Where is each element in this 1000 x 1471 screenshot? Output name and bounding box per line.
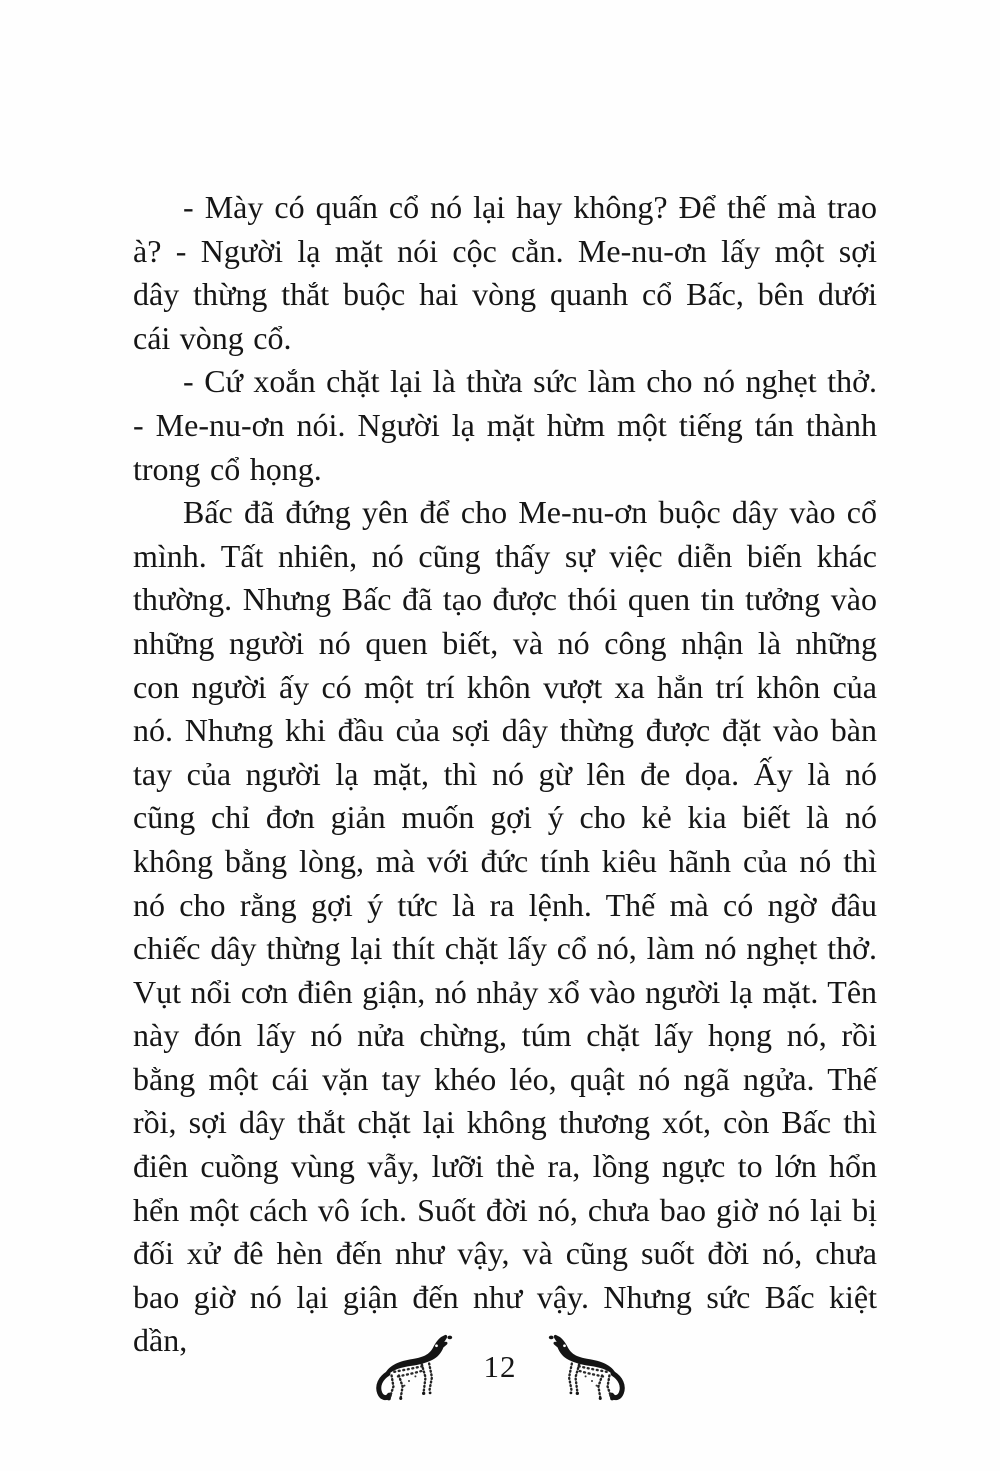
- paragraph-dialogue-2: - Cứ xoắn chặt lại là thừa sức làm cho nó nghẹt thở. - Me-nu-ơn nói. Người lạ mặt hừm một tiếng tán thành trong cổ họng.: [133, 363, 877, 487]
- husky-dog-right-icon: [537, 1332, 625, 1408]
- husky-dog-left-icon: [376, 1332, 464, 1408]
- paragraph-narrative: Bấc đã đứng yên để cho Me-nu-ơn buộc dây vào cổ mình. Tất nhiên, nó cũng thấy sự việc diễn biến khác thường. Nhưng Bấc đã tạo được thói quen tin tưởng vào những người nó quen biết, và nó công nhận là những con người ấy có một trí khôn vượt xa hẳn trí khôn của nó. Nhưng khi đầu của sợi dây thừng được đặt vào bàn tay của người lạ mặt, thì nó gừ lên đe dọa. Ấy là nó cũng chỉ đơn giản muốn gợi ý cho kẻ kia biết là nó không bằng lòng, mà với đức tính kiêu hãnh của nó thì nó cho rằng gợi ý tức là ra lệnh. Thế mà có ngờ đâu chiếc dây thừng lại thít chặt lấy cổ nó, làm nó nghẹt thở. Vụt nổi cơn điên giận, nó nhảy xổ vào người lạ mặt. Tên này đón lấy nó nửa chừng, túm chặt lấy họng nó, rồi bằng một cái vặn tay khéo léo, quật nó ngã ngửa. Thế rồi, sợi dây thắt chặt lại không thương xót, còn Bấc thì điên cuồng vùng vẫy, lưỡi thè ra, lồng ngực to lớn hổn hển một cách vô ích. Suốt đời nó, chưa bao giờ nó lại bị đối xử đê hèn đến như vậy, và cũng suốt đời nó, chưa bao giờ nó lại giận đến như vậy. Nhưng sức Bấc kiệt dần,: [133, 494, 878, 1359]
- page-number: 12: [483, 1348, 517, 1384]
- body-text: [133, 186, 877, 1363]
- page-footer: [0, 1328, 1000, 1412]
- paragraph-dialogue-1: - Mày có quấn cổ nó lại hay không? Để thế mà trao à? - Người lạ mặt nói cộc cằn. Me-nu-ơn lấy một sợi dây thừng thắt buộc hai vòng quanh cổ Bấc, bên dưới cái vòng cổ.: [133, 189, 877, 356]
